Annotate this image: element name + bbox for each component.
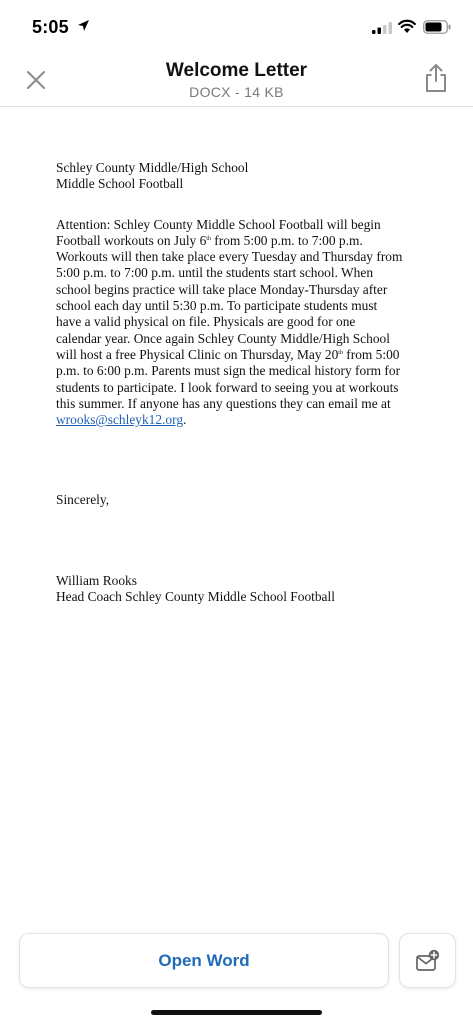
cellular-signal-icon [372,22,392,34]
body-line-3: Workouts will then take place every Tuesday and Thursday from [56,249,403,265]
ordinal-suffix: th [338,349,343,356]
share-icon[interactable] [422,62,450,94]
body-line-10: p.m. to 6:00 p.m. Parents must sign the medical history form for [56,363,401,379]
body-line-7: have a valid physical on file. Physicals are good for one [56,314,356,330]
program-name: Middle School Football [56,176,184,192]
email-link[interactable]: wrooks@schleyk12.org [56,412,184,428]
body-line-4: 5:00 p.m. to 7:00 p.m. until the students start school. When [56,265,374,281]
mail-add-button[interactable] [399,933,456,988]
location-arrow-icon [77,19,90,32]
school-name: Schley County Middle/High School [56,160,249,175]
signer-title: Head Coach Schley County Middle School Football [56,589,335,605]
document-title: Welcome Letter [165,60,308,81]
body-line-5: school begins practice will take place Monday-Thursday after [56,281,388,297]
body-line-6: school each day until 5:30 p.m. To participate students must [56,298,378,314]
document-content [56,160,426,605]
body-line-11: students to participate. I look forward to seeing you at workouts [56,379,399,395]
mail-add-icon [415,949,441,973]
battery-icon [423,20,451,34]
wifi-icon [398,19,416,34]
closing: Sincerely, [56,492,110,508]
document-file-info: DOCX - 14 KB [189,84,284,100]
body-line-1: Attention: Schley County Middle School Football will begin [56,216,381,232]
body-line-2: Football workouts on July 6th from 5:00 p.m. to 7:00 p.m. [56,232,363,248]
home-indicator [151,1010,322,1015]
signer-name: William Rooks [56,572,137,588]
body-line-9: will host a free Physical Clinic on Thursday, May 20th from 5:00 [56,346,400,362]
body-line-8: calendar year. Once again Schley County Middle/High School [56,330,390,346]
status-bar [0,0,473,54]
status-time: 5:05 [32,17,69,37]
ordinal-suffix: th [206,235,211,242]
email-line: wrooks@schleyk12.org. [56,412,187,428]
navigation-bar [0,54,473,107]
body-line-12: this summer. If anyone has any questions they can email me at [56,395,391,411]
open-word-button[interactable]: Open Word [19,933,389,988]
